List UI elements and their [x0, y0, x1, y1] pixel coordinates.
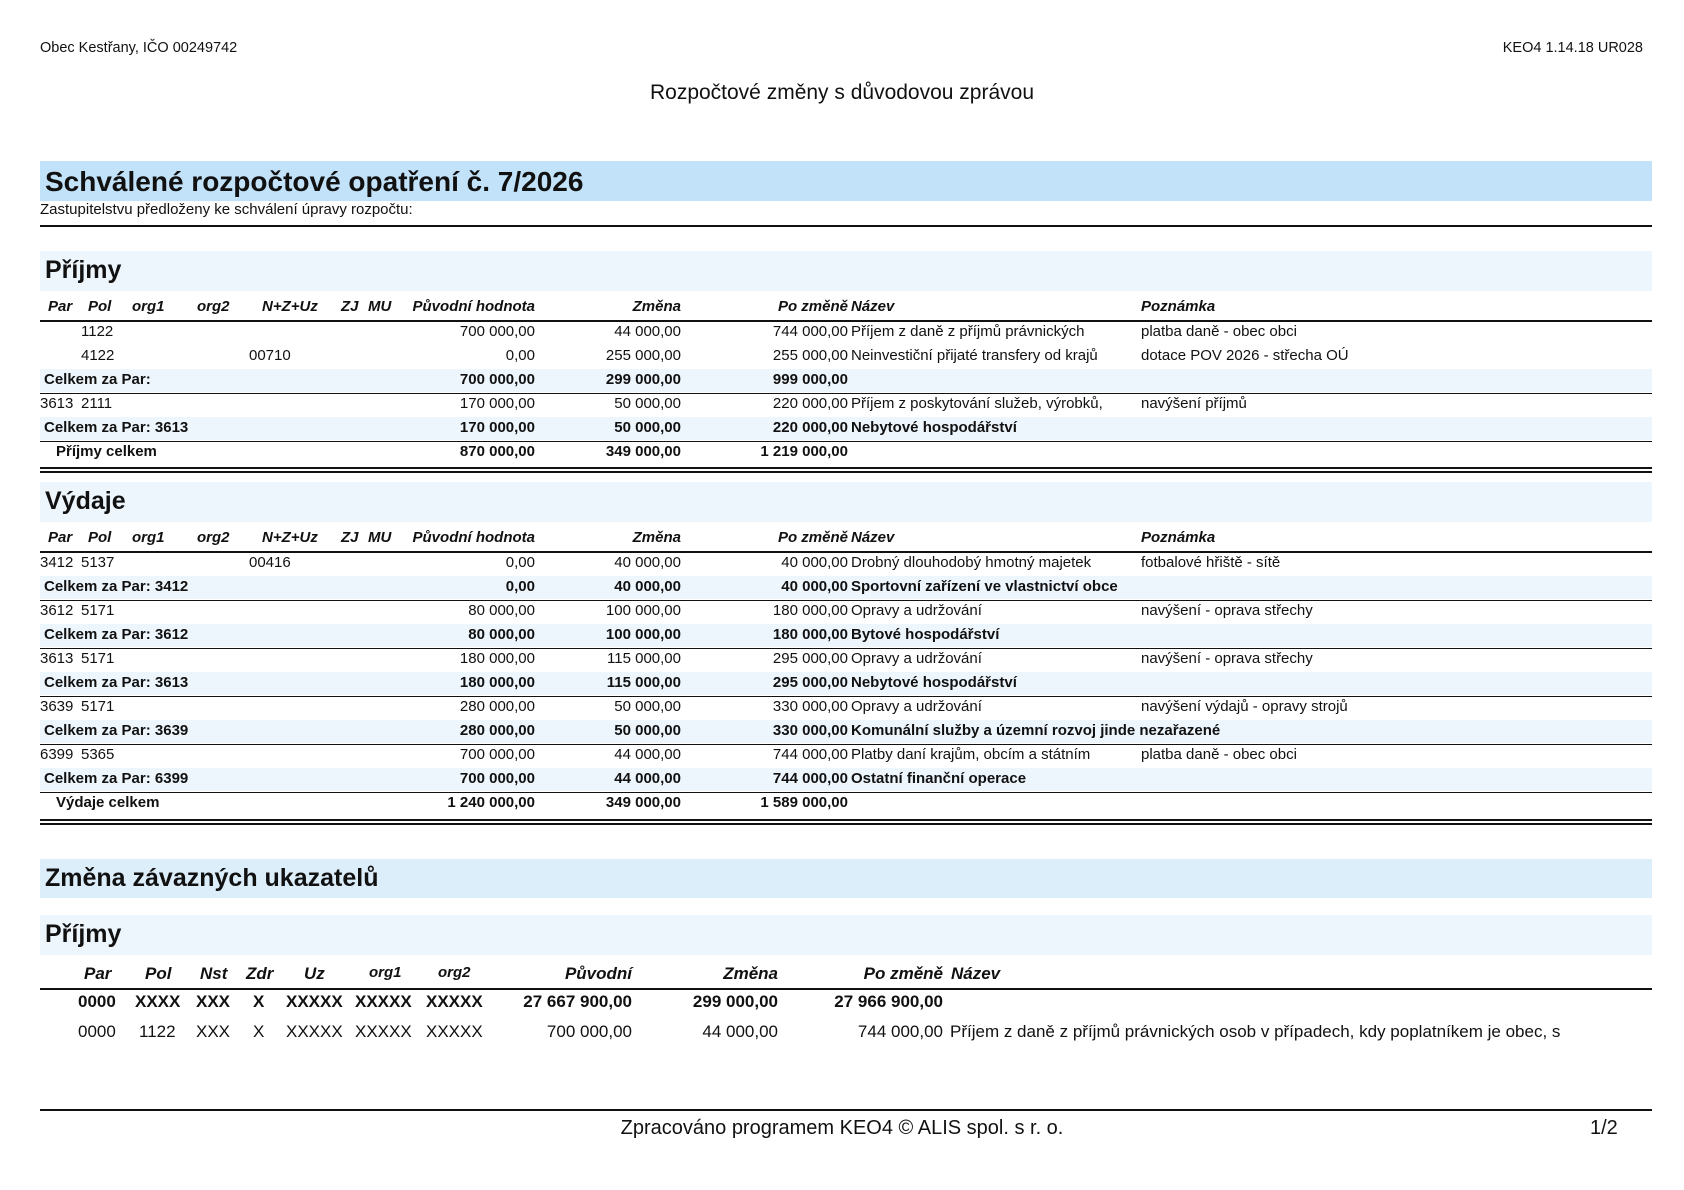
col-mu: MU [368, 529, 392, 546]
cell-after: 744 000,00 [772, 746, 848, 763]
cell-original: 0,00 [505, 554, 535, 571]
cell-change: 349 000,00 [605, 443, 681, 460]
row-rule [40, 792, 1652, 793]
cell-name: Komunální služby a územní rozvoj jinde nezařazené [851, 722, 1221, 739]
cell-nst: XXX [196, 1022, 231, 1041]
col-name: Název [851, 298, 895, 315]
organization-name: Obec Kestřany, IČO 00249742 [40, 40, 238, 56]
cell-original: 700 000,00 [459, 746, 535, 763]
cell-after: 744 000,00 [772, 323, 848, 340]
col-pol: Pol [145, 964, 172, 983]
cell-original: 170 000,00 [459, 419, 535, 436]
row-rule [40, 696, 1652, 697]
cell-after: 40 000,00 [781, 554, 848, 571]
cell-name: Ostatní finanční operace [851, 770, 1027, 787]
cell-name: Nebytové hospodářství [851, 674, 1017, 691]
cell-note: navýšení - oprava střechy [1141, 602, 1313, 619]
col-pol: Pol [88, 529, 112, 546]
cell-original: 80 000,00 [468, 602, 535, 619]
cell-uz: XXXXX [286, 1022, 343, 1041]
col-org1: org1 [132, 529, 165, 546]
indicators-section-title: Změna závazných ukazatelů [45, 864, 379, 892]
cell-pol: 5365 [81, 746, 115, 763]
subtotal-label: Celkem za Par: 3612 [44, 626, 189, 643]
subtotal-label: Celkem za Par: [44, 371, 151, 388]
cell-after: 1 589 000,00 [760, 794, 848, 811]
cell-note: navýšení příjmů [1141, 395, 1247, 412]
cell-after: 40 000,00 [781, 578, 848, 595]
cell-name: Neinvestiční přijaté transfery od krajů [851, 347, 1098, 364]
footer-rule [40, 1109, 1652, 1111]
col-par: Par [48, 529, 73, 546]
cell-pol: XXXX [135, 992, 181, 1011]
expense-section-title: Výdaje [45, 487, 126, 515]
grand-total-label: Příjmy celkem [56, 443, 157, 460]
cell-pol: 4122 [81, 347, 115, 364]
indicators-income-band [40, 915, 1652, 955]
divider [40, 225, 1652, 227]
cell-after: 744 000,00 [857, 1022, 943, 1041]
cell-name: Platby daní krajům, obcím a státním [851, 746, 1091, 763]
cell-original: 0,00 [505, 578, 535, 595]
cell-name: Drobný dlouhodobý hmotný majetek [851, 554, 1092, 571]
cell-par: 3613 [40, 650, 74, 667]
subtotal-label: Celkem za Par: 3613 [44, 419, 189, 436]
col-mu: MU [368, 298, 392, 315]
col-par: Par [84, 964, 112, 983]
col-org2: org2 [438, 964, 471, 981]
double-rule [40, 467, 1652, 469]
col-zdr: Zdr [246, 964, 274, 983]
cell-after: 220 000,00 [772, 419, 848, 436]
table-header-rule [40, 320, 1652, 322]
cell-org2: 00710 [249, 347, 291, 364]
cell-note: platba daně - obec obci [1141, 746, 1297, 763]
row-rule [40, 648, 1652, 649]
cell-after: 180 000,00 [772, 626, 848, 643]
document-title: Rozpočtové změny s důvodovou zprávou [649, 81, 1035, 104]
cell-original: 0,00 [505, 347, 535, 364]
cell-change: 115 000,00 [606, 674, 681, 691]
cell-pol: 1122 [139, 1022, 176, 1041]
cell-note: platba daně - obec obci [1141, 323, 1297, 340]
col-after-change: Po změně [777, 529, 848, 546]
col-name: Název [951, 964, 1001, 983]
cell-par: 0000 [78, 992, 116, 1011]
income-section-title: Příjmy [45, 256, 122, 284]
cell-name: Sportovní zařízení ve vlastnictví obce [851, 578, 1118, 595]
cell-name: Příjem z poskytování služeb, výrobků, [851, 395, 1103, 412]
cell-change: 100 000,00 [605, 626, 681, 643]
measure-title: Schválené rozpočtové opatření č. 7/2026 [45, 166, 584, 197]
cell-pol: 1122 [81, 323, 114, 340]
cell-note: dotace POV 2026 - střecha OÚ [1141, 347, 1349, 364]
row-rule [40, 441, 1652, 442]
cell-change: 44 000,00 [614, 770, 681, 787]
app-version: KEO4 1.14.18 UR028 [1502, 40, 1643, 56]
cell-after: 220 000,00 [772, 395, 848, 412]
cell-change: 349 000,00 [605, 794, 681, 811]
cell-change: 50 000,00 [614, 419, 681, 436]
cell-after: 1 219 000,00 [760, 443, 848, 460]
cell-par: 3613 [40, 395, 74, 412]
cell-change: 50 000,00 [614, 722, 681, 739]
cell-original: 280 000,00 [459, 698, 535, 715]
cell-change: 299 000,00 [605, 371, 681, 388]
col-after-change: Po změně [863, 964, 943, 983]
cell-original: 870 000,00 [459, 443, 535, 460]
cell-note: fotbalové hřiště - sítě [1141, 554, 1281, 571]
cell-name: Opravy a udržování [851, 602, 982, 619]
cell-par: 3412 [40, 554, 74, 571]
cell-pol: 5137 [81, 554, 115, 571]
cell-pol: 5171 [81, 602, 115, 619]
col-note: Poznámka [1141, 298, 1216, 315]
col-original: Původní [564, 964, 632, 983]
col-org1: org1 [132, 298, 165, 315]
cell-after: 295 000,00 [772, 674, 848, 691]
col-note: Poznámka [1141, 529, 1216, 546]
cell-original: 180 000,00 [459, 650, 535, 667]
cell-original: 27 667 900,00 [523, 992, 632, 1011]
col-nzuz: N+Z+Uz [262, 298, 318, 315]
subtotal-label: Celkem za Par: 3639 [44, 722, 189, 739]
income-section-band [40, 251, 1652, 291]
subtotal-label: Celkem za Par: 3412 [44, 578, 189, 595]
cell-after: 999 000,00 [772, 371, 848, 388]
cell-change: 255 000,00 [605, 347, 681, 364]
cell-change: 40 000,00 [614, 554, 681, 571]
cell-org1: XXXXX [355, 992, 412, 1011]
row-rule [40, 744, 1652, 745]
cell-change: 40 000,00 [614, 578, 681, 595]
cell-par: 6399 [40, 746, 74, 763]
cell-note: navýšení výdajů - opravy strojů [1141, 698, 1348, 715]
cell-change: 50 000,00 [614, 395, 681, 412]
table-header-rule [40, 551, 1652, 553]
col-original-value: Původní hodnota [412, 298, 535, 315]
col-par: Par [48, 298, 73, 315]
col-change: Změna [632, 529, 681, 546]
cell-after: 744 000,00 [772, 770, 848, 787]
cell-name: Příjem z daně z příjmů právnických osob v případech, kdy poplatníkem je obec, s [950, 1022, 1561, 1041]
col-name: Název [851, 529, 895, 546]
row-rule [40, 600, 1652, 601]
cell-par: 3612 [40, 602, 74, 619]
cell-pol: 2111 [81, 395, 113, 412]
cell-change: 50 000,00 [614, 698, 681, 715]
cell-original: 280 000,00 [459, 722, 535, 739]
cell-original: 700 000,00 [459, 770, 535, 787]
col-zj: ZJ [341, 298, 359, 315]
col-change: Změna [723, 964, 778, 983]
col-zj: ZJ [341, 529, 359, 546]
col-org2: org2 [197, 529, 230, 546]
footer-text: Zpracováno programem KEO4 © ALIS spol. s r. o. [620, 1117, 1064, 1139]
cell-original: 180 000,00 [459, 674, 535, 691]
cell-original: 1 240 000,00 [447, 794, 535, 811]
col-nst: Nst [200, 964, 228, 983]
cell-change: 299 000,00 [692, 992, 778, 1011]
indicators-income-title: Příjmy [45, 920, 122, 948]
table-header-rule [40, 988, 1652, 990]
col-org1: org1 [369, 964, 402, 981]
cell-pol: 5171 [81, 698, 115, 715]
col-org2: org2 [197, 298, 230, 315]
cell-after: 180 000,00 [772, 602, 848, 619]
cell-name: Bytové hospodářství [851, 626, 1000, 643]
double-rule [40, 471, 1652, 473]
cell-original: 700 000,00 [459, 323, 535, 340]
cell-after: 255 000,00 [772, 347, 848, 364]
cell-par: 0000 [78, 1022, 116, 1041]
cell-org2: XXXXX [426, 992, 483, 1011]
cell-change: 44 000,00 [702, 1022, 778, 1041]
cell-original: 80 000,00 [468, 626, 535, 643]
cell-name: Nebytové hospodářství [851, 419, 1017, 436]
cell-par: 3639 [40, 698, 74, 715]
subtotal-label: Celkem za Par: 6399 [44, 770, 189, 787]
cell-name: Opravy a udržování [851, 650, 982, 667]
cell-note: navýšení - oprava střechy [1141, 650, 1313, 667]
cell-zdr: X [253, 992, 265, 1011]
col-pol: Pol [88, 298, 112, 315]
grand-total-label: Výdaje celkem [56, 794, 160, 811]
col-change: Změna [632, 298, 681, 315]
cell-uz: XXXXX [286, 992, 343, 1011]
col-after-change: Po změně [777, 298, 848, 315]
cell-original: 700 000,00 [546, 1022, 632, 1041]
cell-change: 44 000,00 [614, 323, 681, 340]
row-rule [40, 393, 1652, 394]
cell-after: 27 966 900,00 [834, 992, 943, 1011]
cell-zdr: X [253, 1022, 265, 1041]
subtotal-label: Celkem za Par: 3613 [44, 674, 189, 691]
cell-nst: XXX [196, 992, 231, 1011]
cell-org2: XXXXX [426, 1022, 483, 1041]
col-uz: Uz [304, 964, 325, 983]
page-number: 1/2 [1590, 1117, 1618, 1139]
expense-section-band [40, 482, 1652, 522]
cell-org1: XXXXX [355, 1022, 412, 1041]
cell-org2: 00416 [249, 554, 291, 571]
cell-name: Příjem z daně z příjmů právnických [851, 323, 1085, 340]
cell-after: 330 000,00 [772, 722, 848, 739]
double-rule [40, 819, 1652, 821]
col-original-value: Původní hodnota [412, 529, 535, 546]
col-nzuz: N+Z+Uz [262, 529, 318, 546]
cell-pol: 5171 [81, 650, 115, 667]
cell-original: 170 000,00 [459, 395, 535, 412]
double-rule [40, 823, 1652, 825]
cell-change: 115 000,00 [607, 650, 681, 667]
measure-subtitle: Zastupitelstvu předloženy ke schválení úpravy rozpočtu: [40, 201, 413, 218]
cell-change: 44 000,00 [614, 746, 681, 763]
cell-name: Opravy a udržování [851, 698, 982, 715]
cell-change: 100 000,00 [605, 602, 681, 619]
cell-original: 700 000,00 [459, 371, 535, 388]
cell-after: 330 000,00 [772, 698, 848, 715]
cell-after: 295 000,00 [772, 650, 848, 667]
